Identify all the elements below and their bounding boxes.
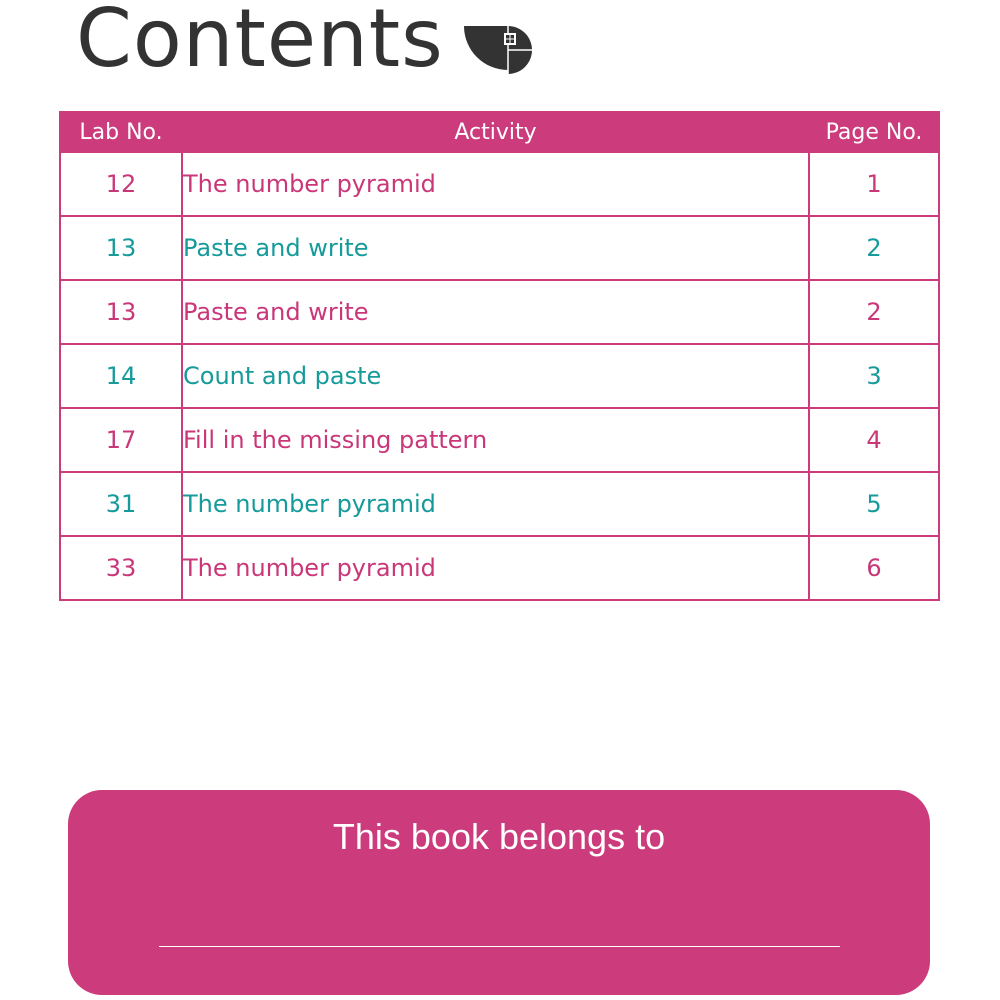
page-number: 3: [809, 344, 939, 408]
table-row: [60, 216, 939, 280]
header-lab-no: Lab No.: [60, 112, 182, 152]
lab-number: 17: [60, 408, 182, 472]
owner-name-line[interactable]: [159, 946, 840, 947]
book-owner-label: This book belongs to: [332, 816, 666, 857]
page-number: 4: [809, 408, 939, 472]
lab-number: 12: [60, 152, 182, 216]
table-row: [60, 344, 939, 408]
lab-number: 33: [60, 536, 182, 600]
golden-spiral-logo-icon: [458, 22, 536, 74]
book-owner-panel: [68, 790, 930, 995]
activity-name: The number pyramid: [182, 536, 809, 600]
table-row: [60, 472, 939, 536]
table-header-row: [60, 112, 939, 152]
activity-name: Paste and write: [182, 280, 809, 344]
table-row: [60, 152, 939, 216]
activity-name: Fill in the missing pattern: [182, 408, 809, 472]
table-row: [60, 408, 939, 472]
page-number: 6: [809, 536, 939, 600]
page-number: 2: [809, 280, 939, 344]
page-number: 2: [809, 216, 939, 280]
table-row: [60, 280, 939, 344]
lab-number: 13: [60, 216, 182, 280]
contents-table: [59, 111, 940, 601]
activity-name: Count and paste: [182, 344, 809, 408]
activity-name: The number pyramid: [182, 472, 809, 536]
lab-number: 31: [60, 472, 182, 536]
page-number: 5: [809, 472, 939, 536]
table-row: [60, 536, 939, 600]
activity-name: Paste and write: [182, 216, 809, 280]
header-activity: Activity: [182, 112, 809, 152]
lab-number: 13: [60, 280, 182, 344]
lab-number: 14: [60, 344, 182, 408]
page-number: 1: [809, 152, 939, 216]
header-page-no: Page No.: [809, 112, 939, 152]
page-title: Contents: [76, 0, 444, 85]
activity-name: The number pyramid: [182, 152, 809, 216]
